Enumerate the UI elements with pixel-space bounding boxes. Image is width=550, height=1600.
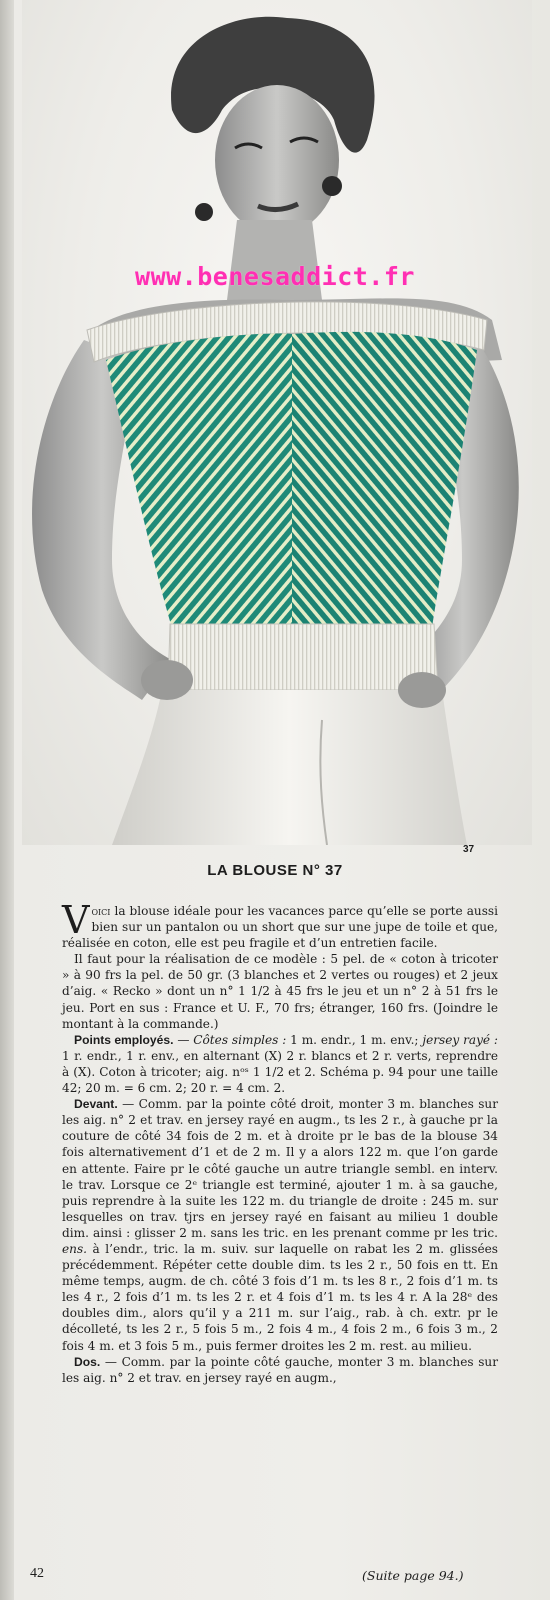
cotes-text: 1 m. endr., 1 m. env.; [286, 1032, 423, 1047]
devant-text-2: à l’endr., tric. la m. suiv. sur laquelle on rabat les 2 m. glissées précédemment. Répéter cette double dim. ts les 2 r., 50 fois en tt. En même temps, augm. de ch. côté 3 fois d’1 m. ts les 8 r., 2 fois d’1 m. ts les 4 r., 2 fois d’1 m. ts les 2 r. et 4 fois d’1 m. ts les 4 r. A la 28ᵉ des doubles dim., alors qu’il y a 211 m. sur l’aig., rab. à ch. extr. pr le décolleté, ts les 2 r., 5 fois 5 m., 2 fois 4 m., 4 fois 2 m., 6 fois 3 m., 2 fois 4 m. et 3 fois 5 m., puis fermer droites les 2 m. rest. au milieu. [62, 1241, 498, 1353]
dos-text: — Comm. par la pointe côté gauche, monter 3 m. blanches sur les aig. n° 2 et trav. en jersey rayé en augm., [62, 1354, 498, 1385]
dos-paragraph [62, 1354, 498, 1386]
page-number: 42 [30, 1566, 44, 1581]
points-dash: — [173, 1032, 194, 1047]
devant-ens: ens. [62, 1241, 87, 1256]
points-label: Points employés. [74, 1032, 174, 1047]
dos-label: Dos. [74, 1354, 101, 1369]
article-body [62, 898, 498, 1386]
points-paragraph [62, 1032, 498, 1096]
jersey-text: 1 r. endr., 1 r. env., en alternant (X) 2 r. blancs et 2 r. verts, reprendre à (X). Coton à tricoter; aig. nᵒˢ 1 1/2 et 2. Schéma p. 94 pour une taille 42; 20 m. = 6 cm. 2; 20 r. = 4 cm. 2. [62, 1048, 498, 1096]
intro-paragraph [62, 898, 498, 951]
continued-note: (Suite page 94.) [362, 1568, 464, 1583]
photo-number: 37 [463, 844, 475, 855]
model-illustration [22, 0, 532, 845]
intro-text: la blouse idéale pour les vacances parce qu’elle se porte aussi bien sur un pantalon ou un short que sur une jupe de toile et que, réalisée en coton, elle est peu fragile et d’un entretien facile. [62, 904, 498, 951]
cotes-label: Côtes simples : [193, 1032, 287, 1047]
jersey-label: jersey rayé : [422, 1032, 498, 1047]
watermark-text: www.benesaddict.fr [135, 262, 415, 291]
article-title: LA BLOUSE N° 37 [207, 862, 343, 879]
drop-cap: V [62, 898, 90, 942]
devant-paragraph [62, 1096, 498, 1354]
model-photo [22, 0, 532, 845]
page-gutter [0, 0, 14, 1600]
intro-lead-word: oici [91, 904, 111, 918]
materials-paragraph: Il faut pour la réalisation de ce modèle : 5 pel. de « coton à tricoter » à 90 frs la pel. de 50 gr. (3 blanches et 2 vertes ou rouges) et 2 jeux d’aig. « Recko » dont un n° 1 1/2 à 45 frs le jeu et un n° 2 à 51 frs le jeu. Port en sus : France et U. F., 70 frs; étranger, 160 frs. (Joindre le montant à la commande.) [62, 952, 498, 1031]
devant-text: — Comm. par la pointe côté droit, monter 3 m. blanches sur les aig. n° 2 et trav. en jersey rayé en augm., ts les 2 r., à gauche pr la couture de côté 34 fois de 2 m. et à droite pr le bas de la blouse 34 fois alternativement d’1 et de 2 m. Il y a alors 122 m. que l’on garde en attente. Faire pr le côté gauche un autre triangle sembl. en interv. le trav. Lorsque ce 2ᵉ triangle est terminé, ajouter 1 m. à sa gauche, puis reprendre à la suite les 122 m. du triangle de droite : 245 m. sur lesquelles on trav. tjrs en jersey rayé en faisant au milieu 1 double dim. ainsi : glisser 2 m. sans les tric. en les prenant comme pr les tric. [62, 1097, 498, 1240]
devant-label: Devant. [74, 1097, 118, 1112]
